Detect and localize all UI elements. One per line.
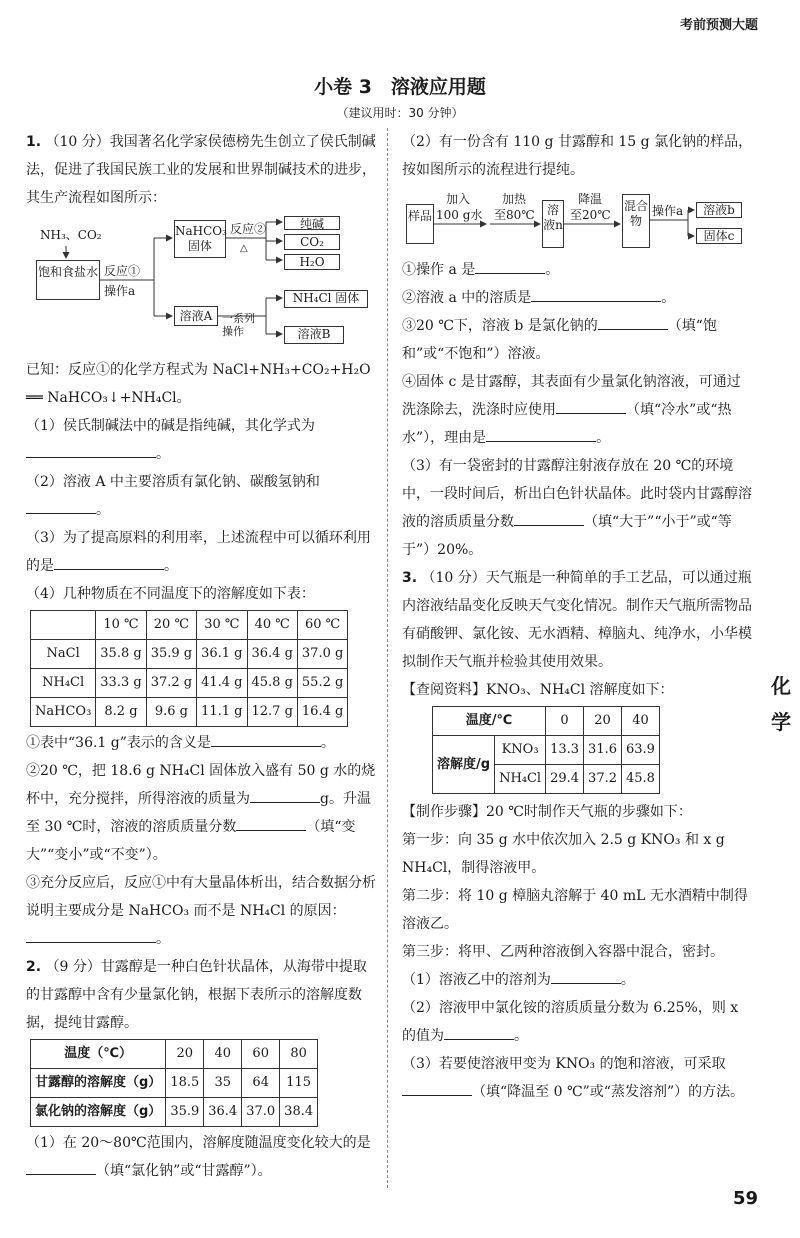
- table-row: [31, 1069, 318, 1098]
- table-cell: 35.9 g: [146, 640, 196, 669]
- q3-sub2-end: 。: [514, 1028, 528, 1044]
- q2-sub2d-blank-2[interactable]: [486, 424, 596, 442]
- q3-sub2-blank[interactable]: [444, 1022, 514, 1040]
- q2-sub3: [402, 452, 754, 564]
- table-cell: 45.8: [622, 765, 660, 794]
- q1-flow-heat: △: [240, 243, 248, 254]
- table-row: [31, 1040, 318, 1069]
- q1-sub4b: [26, 757, 376, 869]
- q1-known: 已知：反应①的化学方程式为 NaCl+NH₃+CO₂+H₂O ══ NaHCO₃↓+NH₄Cl。: [26, 362, 371, 406]
- table-cell: 41.4 g: [197, 669, 247, 698]
- q1-sub1-end: 。: [156, 446, 170, 462]
- q3-info: 【查阅资料】KNO₃、NH₄Cl 溶解度如下：: [402, 682, 674, 698]
- q2-sub2c: [402, 312, 754, 368]
- table-cell: [31, 611, 96, 640]
- table-row: [31, 611, 348, 640]
- table-cell: 9.6 g: [146, 698, 196, 727]
- q1-sub3-end: 。: [164, 558, 178, 574]
- table-row: [31, 698, 348, 727]
- q1-flow-product-1: 纯碱: [284, 216, 340, 230]
- q1-solubility-table: [30, 610, 348, 727]
- q1-sub4b-text-3: （填“变大”“变小”或“不变”）。: [26, 819, 356, 863]
- q2-sub2b: [402, 284, 754, 312]
- table-cell: 37.2 g: [146, 669, 196, 698]
- q3-step1: 第一步：向 35 g 水中依次加入 2.5 g KNO₃ 和 x g NH₄Cl，制得溶液甲。: [402, 832, 725, 876]
- table-cell: 37.0: [242, 1098, 280, 1127]
- q2-sub3-text-2: （填“大于”“小于”或“等于”）20%。: [402, 514, 732, 558]
- table-cell: 40 ℃: [247, 611, 297, 640]
- q2-flow-step1-bottom: 100 g水: [436, 208, 483, 222]
- q2-sub2b-end: 。: [661, 290, 676, 306]
- q2-flow-step2-bottom: 至80℃: [494, 208, 535, 222]
- q2-sub2c-text-2: （填“饱和”或“不饱和”）溶液。: [402, 318, 717, 362]
- table-cell: 13.3: [546, 736, 584, 765]
- q1-sub4a-text: ①表中“36.1 g”表示的含义是: [26, 735, 211, 751]
- table-row: [433, 736, 660, 765]
- subject-tab-char-1: 化: [771, 674, 791, 698]
- q3-sub1: [402, 966, 754, 994]
- q2-sub2a-end: 。: [545, 262, 560, 278]
- q2-sub2c-text-1: ③20 ℃下，溶液 b 是氯化钠的: [402, 318, 598, 334]
- q2-intro: [26, 953, 376, 1037]
- q3-sub2-text: （2）溶液甲中氯化铵的溶质质量分数为 6.25%，则 x 的值为: [402, 1000, 739, 1044]
- q1-flow-solution-b: 溶液B: [284, 326, 344, 344]
- q1-sub4: （4）几种物质在不同温度下的溶解度如下表：: [26, 586, 315, 602]
- q1-flow-start-box: 饱和食盐水: [36, 260, 100, 300]
- q3-step3: 第三步：将甲、乙两种溶液倒入容器中混合，密封。: [402, 944, 724, 960]
- q1-flow-step1: 反应①: [104, 264, 141, 278]
- q1-sub3: [26, 524, 376, 580]
- table-cell: NaHCO₃: [31, 698, 96, 727]
- q2-sub1-blank[interactable]: [26, 1157, 96, 1175]
- table-cell: 36.1 g: [197, 640, 247, 669]
- q2-sub2d-text-1: ④固体 c 是甘露醇，其表面有少量氯化钠溶液，可通过洗涤除去，洗涤时应使用: [402, 374, 741, 418]
- table-cell: 38.4: [280, 1098, 318, 1127]
- q1-sub1-blank[interactable]: [26, 440, 156, 458]
- table-row: [31, 669, 348, 698]
- q1-sub4b-blank-2[interactable]: [236, 813, 306, 831]
- q2-number: 2.: [26, 959, 42, 975]
- table-cell: 氯化钠的溶解度（g）: [31, 1098, 166, 1127]
- q1-flow-solution-a: 溶液A: [174, 306, 218, 326]
- table-cell: 33.3 g: [96, 669, 146, 698]
- table-cell: 64: [242, 1069, 280, 1098]
- q3-number: 3.: [402, 570, 418, 586]
- table-cell: KNO₃: [495, 736, 546, 765]
- table-cell: 35.9: [166, 1098, 204, 1127]
- column-divider: [387, 128, 388, 1188]
- q2-flow-solution-n: 溶液n: [542, 200, 564, 248]
- q1-sub4c-text: ③充分反应后，反应①中有大量晶体析出，结合数据分析说明主要成分是 NaHCO₃ 而不是 NH₄Cl 的原因：: [26, 875, 376, 919]
- table-cell: 8.2 g: [96, 698, 146, 727]
- q1-sub3-blank[interactable]: [54, 552, 164, 570]
- q2-sub3-blank[interactable]: [514, 508, 584, 526]
- q1-sub4c-end: 。: [156, 931, 170, 947]
- q1-sub3-text: （3）为了提高原料的利用率，上述流程中可以循环利用的是: [26, 530, 371, 574]
- table-cell: 12.7 g: [247, 698, 297, 727]
- table-cell: 45.8 g: [247, 669, 297, 698]
- q1-sub2-text: （2）溶液 A 中主要溶质有氯化钠、碳酸氢钠和: [26, 474, 320, 490]
- page-title: 小卷 3 溶液应用题: [314, 76, 486, 98]
- table-cell: 35.8 g: [96, 640, 146, 669]
- table-cell: 溶解度/g: [433, 736, 495, 794]
- table-cell: 18.5: [166, 1069, 204, 1098]
- q3-sub2: [402, 994, 754, 1050]
- q3-sub1-text: （1）溶液乙中的溶剂为: [402, 972, 551, 988]
- q1-flow-input: NH₃、CO₂: [40, 228, 102, 242]
- table-cell: 37.0 g: [297, 640, 347, 669]
- table-cell: 37.2: [584, 765, 622, 794]
- q1-sub4c: [26, 869, 376, 953]
- q3-steps-heading: 【制作步骤】20 ℃时制作天气瓶的步骤如下：: [402, 804, 692, 820]
- q3-intro-text: （10 分）天气瓶是一种简单的手工艺品，可以通过瓶内溶液结晶变化反映天气变化情况。制作天气瓶所需物品有硝酸钾、氯化铵、无水酒精、樟脑丸、纯净水，小华模拟制作天气瓶并检验其使用效果。: [402, 570, 752, 670]
- right-column: [402, 128, 754, 1106]
- q2-flow-step3-top: 降温: [578, 192, 603, 206]
- q2-sub2b-blank[interactable]: [531, 284, 661, 302]
- table-cell: 甘露醇的溶解度（g）: [31, 1069, 166, 1098]
- table-cell: 40: [204, 1040, 242, 1069]
- q2-sub2d: [402, 368, 754, 452]
- q1-sub1: [26, 412, 376, 468]
- q1-flow-step2: 反应②: [230, 222, 267, 236]
- q2-solubility-table: [30, 1039, 318, 1127]
- table-cell: 11.1 g: [197, 698, 247, 727]
- q2-sub2d-text-2: （填“冷水”或“热水”），理由是: [402, 402, 732, 446]
- table-cell: 60 ℃: [297, 611, 347, 640]
- q1-flow-step1b: 操作a: [104, 284, 136, 298]
- table-cell: 115: [280, 1069, 318, 1098]
- q2-sub2a-blank[interactable]: [475, 256, 545, 274]
- q1-sub4b-blank-1[interactable]: [250, 785, 320, 803]
- table-cell: 16.4 g: [297, 698, 347, 727]
- table-cell: 0: [546, 707, 584, 736]
- q1-sub1-text: （1）侯氏制碱法中的碱是指纯碱，其化学式为: [26, 418, 315, 434]
- q1-sub4a: [26, 729, 376, 757]
- table-cell: 20: [166, 1040, 204, 1069]
- table-cell: 36.4: [204, 1098, 242, 1127]
- table-cell: 63.9: [622, 736, 660, 765]
- table-row: [433, 707, 660, 736]
- q1-sub4c-blank[interactable]: [26, 925, 156, 943]
- q2-flow-sample-box: 样品: [406, 204, 434, 244]
- q2-flow-operation: 操作a: [652, 204, 684, 218]
- q2-flow-mixture-box: 混合物: [622, 194, 650, 248]
- q2-intro-text: （9 分）甘露醇是一种白色针状晶体，从海带中提取的甘露醇中含有少量氯化钠，根据下表所示的溶解度数据，提纯甘露醇。: [26, 959, 367, 1031]
- q2-flow-diagram: [402, 186, 754, 252]
- table-cell: 80: [280, 1040, 318, 1069]
- q1-sub4a-end: 。: [320, 735, 335, 751]
- q1-flow-product-3: H₂O: [284, 254, 340, 270]
- table-cell: 30 ℃: [197, 611, 247, 640]
- q1-number: 1.: [26, 134, 42, 150]
- q3-sub1-blank[interactable]: [551, 966, 621, 984]
- q1-flow-product-2: CO₂: [284, 234, 340, 250]
- q3-solubility-table: [432, 706, 660, 794]
- page-number: 59: [732, 1188, 758, 1209]
- table-cell: 20: [584, 707, 622, 736]
- q2-sub2d-end: 。: [596, 430, 611, 446]
- table-cell: 35: [204, 1069, 242, 1098]
- q2-flow-solution-b: 溶液b: [696, 202, 742, 218]
- q1-flow-nh4cl-box: NH₄Cl 固体: [284, 290, 368, 308]
- table-cell: 10 ℃: [96, 611, 146, 640]
- q2-sub1: [26, 1129, 376, 1185]
- table-cell: NH₄Cl: [495, 765, 546, 794]
- q2-flow-step3-bottom: 至20℃: [570, 208, 611, 222]
- q1-flow-nahco3-box: NaHCO₃固体: [174, 220, 226, 258]
- q3-intro: [402, 564, 754, 676]
- table-cell: 40: [622, 707, 660, 736]
- q1-sub4b-text-2: g。升温至 30 ℃时，溶液的溶质质量分数: [26, 791, 371, 835]
- subject-tab-char-2: 学: [771, 710, 791, 734]
- q2-sub2: （2）有一份含有 110 g 甘露醇和 15 g 氯化钠的样品，按如图所示的流程进行提纯。: [402, 134, 753, 178]
- table-cell: 温度（℃）: [31, 1040, 166, 1069]
- subject-tab: [768, 668, 794, 740]
- table-cell: 20 ℃: [146, 611, 196, 640]
- table-cell: 60: [242, 1040, 280, 1069]
- q3-sub3-blank[interactable]: [402, 1078, 472, 1096]
- table-cell: 31.6: [584, 736, 622, 765]
- q1-intro-text: （10 分）我国著名化学家侯德榜先生创立了侯氏制碱法，促进了我国民族工业的发展和世界制碱技术的进步，其生产流程如图所示：: [26, 134, 376, 206]
- q1-flow-series: 一系列操作: [222, 312, 255, 338]
- q2-flow-step2-top: 加热: [502, 192, 527, 206]
- q1-sub4a-blank[interactable]: [211, 729, 321, 747]
- table-row: [31, 1098, 318, 1127]
- left-column: [26, 128, 376, 1185]
- q3-sub1-end: 。: [620, 972, 635, 988]
- q2-sub2d-blank-1[interactable]: [556, 396, 626, 414]
- q1-sub4b-text-1: ②20 ℃，把 18.6 g NH₄Cl 固体放入盛有 50 g 水的烧杯中，充分搅拌，所得溶液的质量为: [26, 763, 376, 807]
- q2-sub3-text-1: （3）有一袋密封的甘露醇注射液存放在 20 ℃的环境中，一段时间后，析出白色针状晶体。此时袋内甘露醇溶液的溶质质量分数: [402, 458, 752, 530]
- q2-flow-solid-c: 固体c: [696, 228, 742, 244]
- q1-sub2-blank[interactable]: [26, 496, 96, 514]
- table-cell: NH₄Cl: [31, 669, 96, 698]
- section-label: 考前预测大题: [679, 18, 758, 33]
- q2-sub1-end: （填“氯化钠”或“甘露醇”）。: [96, 1163, 272, 1179]
- q2-sub2b-text: ②溶液 a 中的溶质是: [402, 290, 532, 306]
- q2-sub2c-blank[interactable]: [598, 312, 668, 330]
- page-subtitle: （建议用时：30 分钟）: [336, 106, 464, 120]
- q3-sub3-text-2: （填“降温至 0 ℃”或“蒸发溶剂”）的方法。: [472, 1084, 745, 1100]
- q2-sub1-text: （1）在 20～80℃范围内，溶解度随温度变化较大的是: [26, 1135, 371, 1151]
- q2-flow-step1-top: 加入: [446, 192, 471, 206]
- q1-intro: [26, 128, 376, 212]
- q2-sub2a-text: ①操作 a 是: [402, 262, 476, 278]
- table-cell: 55.2 g: [297, 669, 347, 698]
- q1-sub2: [26, 468, 376, 524]
- q1-sub2-end: 。: [96, 502, 110, 518]
- q2-sub2a: [402, 256, 754, 284]
- q3-step2: 第二步：将 10 g 樟脑丸溶解于 40 mL 无水酒精中制得溶液乙。: [402, 888, 748, 932]
- q1-flow-diagram: [26, 216, 376, 352]
- q3-sub3: [402, 1050, 754, 1106]
- table-cell: 温度/℃: [433, 707, 546, 736]
- table-row: [31, 640, 348, 669]
- q3-sub3-text-1: （3）若要使溶液甲变为 KNO₃ 的饱和溶液，可采取: [402, 1056, 726, 1072]
- table-cell: NaCl: [31, 640, 96, 669]
- table-cell: 29.4: [546, 765, 584, 794]
- table-cell: 36.4 g: [247, 640, 297, 669]
